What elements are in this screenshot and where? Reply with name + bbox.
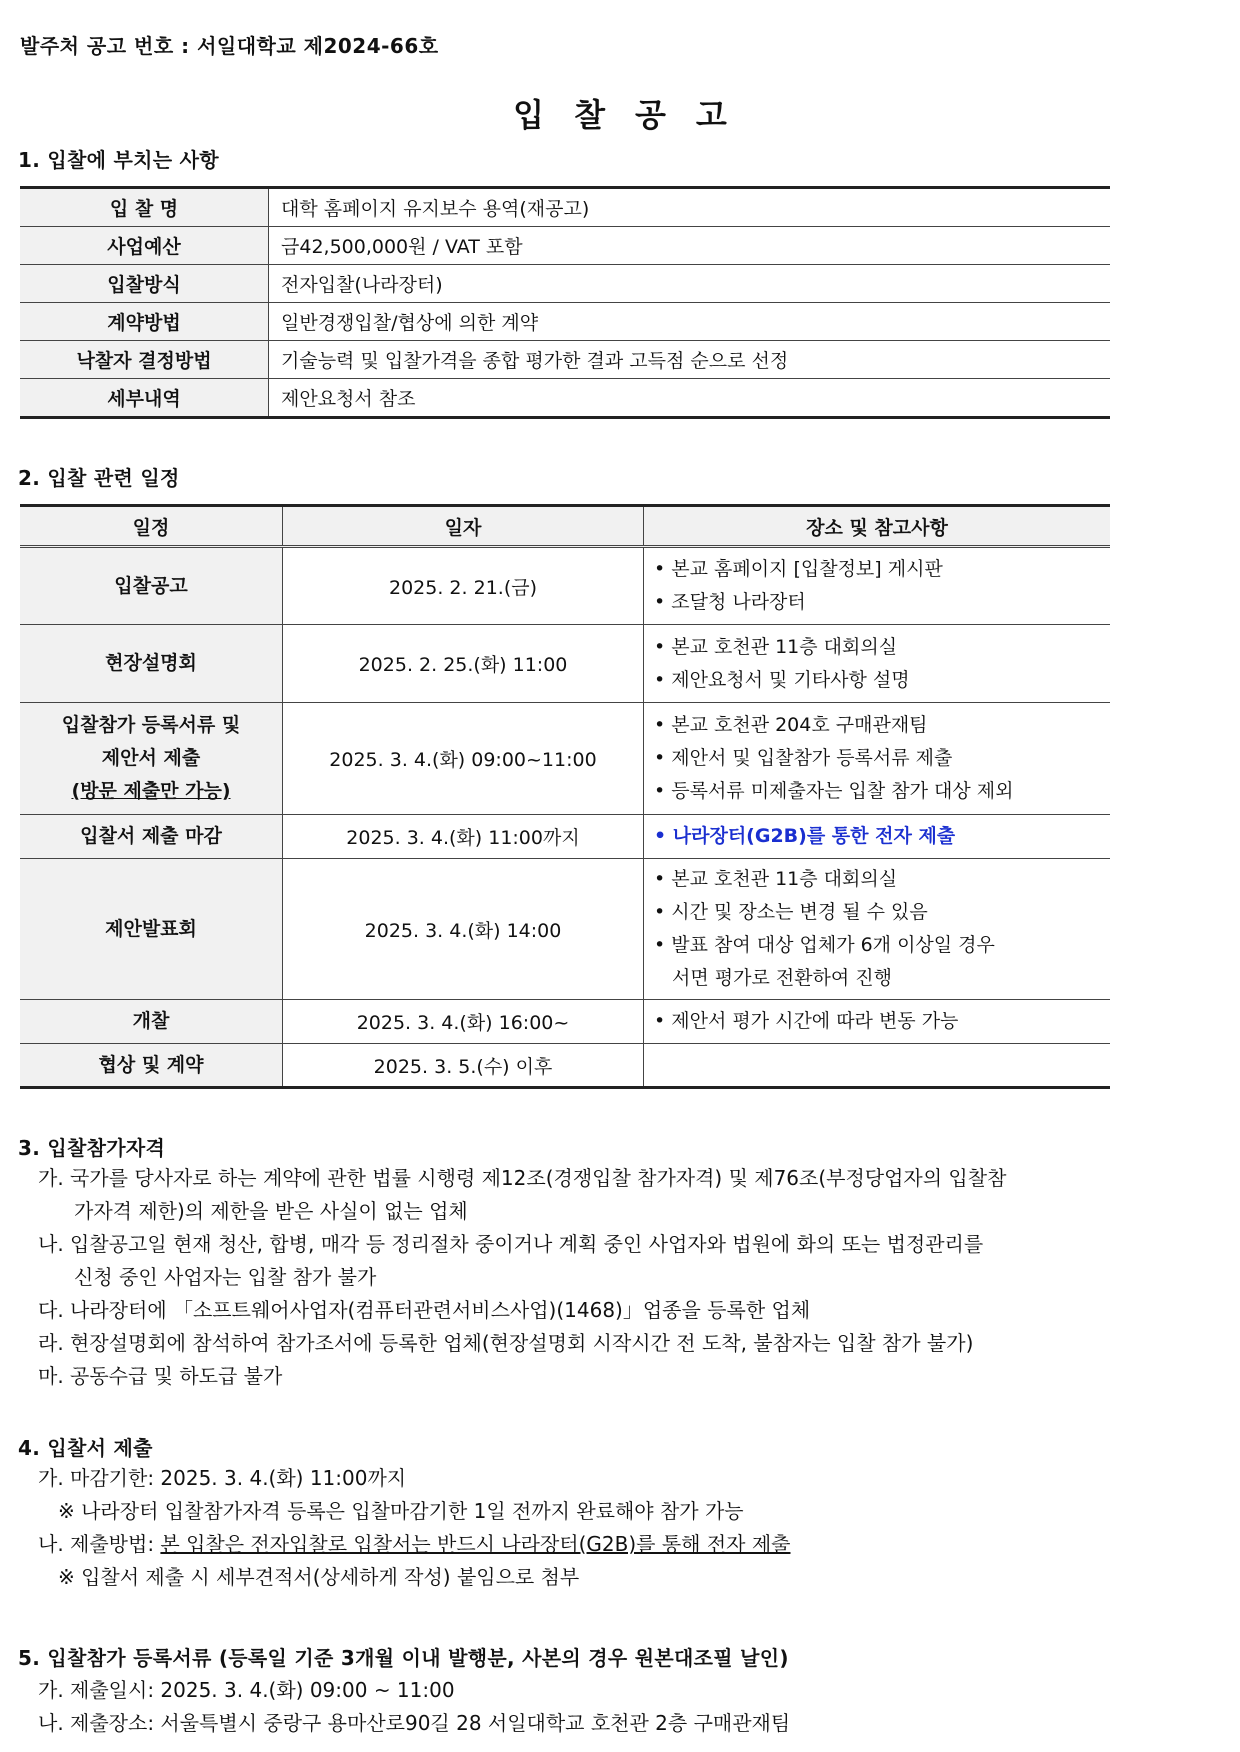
section1-heading: 1. 입찰에 부치는 사항 xyxy=(18,148,219,172)
stage-line: 입찰공고 xyxy=(114,574,188,597)
table-row xyxy=(20,265,1110,303)
schedule-date: 2025. 2. 25.(화) 11:00 xyxy=(283,625,644,703)
list-item: 가. 국가를 당사자로 하는 계약에 관한 법률 시행령 제12조(경쟁입찰 참가자격) 및 제76조(부정당업자의 입찰참 xyxy=(38,1166,1007,1190)
row-value: 기술능력 및 입찰가격을 종합 평가한 결과 고득점 순으로 선정 xyxy=(269,341,1111,379)
page-title: 입찰공고 xyxy=(513,96,757,134)
column-header: 장소 및 참고사항 xyxy=(644,506,1111,547)
note-line: • 본교 홈페이지 [입찰정보] 게시판 xyxy=(654,558,943,580)
submission-details xyxy=(38,1462,1138,1594)
table-row xyxy=(20,547,1110,625)
table-header-row xyxy=(20,506,1110,547)
note-line: • 본교 호천관 11층 대회의실 xyxy=(654,635,898,658)
schedule-notes xyxy=(644,859,1111,1000)
section2-heading: 2. 입찰 관련 일정 xyxy=(18,466,180,490)
schedule-notes xyxy=(644,625,1111,703)
schedule-date: 2025. 2. 21.(금) xyxy=(283,547,644,625)
submission-date-line: 가. 제출일시: 2025. 3. 4.(화) 09:00 ~ 11:00 xyxy=(38,1678,455,1702)
schedule-stage xyxy=(20,703,283,815)
schedule-stage xyxy=(20,625,283,703)
list-item: 나. 입찰공고일 현재 청산, 합병, 매각 등 정리절차 중이거나 계획 중인 사업자와 법원에 화의 또는 법정관리를 xyxy=(38,1232,984,1256)
stage-line: 현장설명회 xyxy=(105,652,197,674)
row-label: 사업예산 xyxy=(20,227,269,265)
stage-line: 입찰서 제출 마감 xyxy=(80,825,222,847)
stage-line: 협상 및 계약 xyxy=(98,1053,204,1076)
announcement-reference: 발주처 공고 번호 : 서일대학교 제2024-66호 xyxy=(20,34,439,58)
table-row xyxy=(20,815,1110,859)
note-line: • 시간 및 장소는 변경 될 수 있음 xyxy=(654,901,928,923)
bid-summary-table xyxy=(20,186,1110,419)
stage-line: 제안서 제출 xyxy=(101,747,201,769)
submission-place-line: 나. 제출장소: 서울특별시 중랑구 용마산로90길 28 서일대학교 호천관 2층 구매관재팀 xyxy=(38,1711,791,1735)
list-item: 다. 나라장터에 「소프트웨어사업자(컴퓨터관련서비스사업)(1468)」업종을 등록한 업체 xyxy=(38,1298,811,1322)
table-row xyxy=(20,703,1110,815)
table-row xyxy=(20,1044,1110,1088)
schedule-notes xyxy=(644,815,1111,859)
note-line-highlight: • 나라장터(G2B)를 통한 전자 제출 xyxy=(654,825,956,847)
table-row xyxy=(20,859,1110,1000)
row-value: 대학 홈페이지 유지보수 용역(재공고) xyxy=(269,188,1111,227)
row-label: 계약방법 xyxy=(20,303,269,341)
schedule-table xyxy=(20,504,1110,1089)
table-row xyxy=(20,227,1110,265)
column-header: 일정 xyxy=(20,506,283,547)
note-line: • 등록서류 미제출자는 입찰 참가 대상 제외 xyxy=(654,780,1014,802)
schedule-stage xyxy=(20,859,283,1000)
schedule-stage xyxy=(20,1000,283,1044)
schedule-notes xyxy=(644,547,1111,625)
section5-heading: 5. 입찰참가 등록서류 (등록일 기준 3개월 이내 발행분, 사본의 경우 원본대조필 날인) xyxy=(18,1646,789,1670)
method-label: 나. 제출방법: xyxy=(38,1532,161,1556)
stage-line: 제안발표회 xyxy=(105,917,197,940)
section4-heading: 4. 입찰서 제출 xyxy=(18,1436,153,1460)
row-value: 일반경쟁입찰/협상에 의한 계약 xyxy=(269,303,1111,341)
method-text: 본 입찰은 전자입찰로 입찰서는 반드시 나라장터(G2B)를 통해 전자 제출 xyxy=(160,1532,791,1556)
table-row xyxy=(20,379,1110,418)
schedule-date: 2025. 3. 4.(화) 11:00까지 xyxy=(283,815,644,859)
schedule-stage xyxy=(20,815,283,859)
deadline-note: ※ 나라장터 입찰참가자격 등록은 입찰마감기한 1일 전까지 완료해야 참가 가능 xyxy=(58,1499,744,1523)
note-line: 서면 평가로 전환하여 진행 xyxy=(672,967,893,989)
deadline-line: 가. 마감기한: 2025. 3. 4.(화) 11:00까지 xyxy=(38,1466,407,1490)
schedule-notes xyxy=(644,1000,1111,1044)
stage-line: 개찰 xyxy=(132,1010,170,1032)
schedule-stage xyxy=(20,547,283,625)
schedule-date: 2025. 3. 4.(화) 16:00~ xyxy=(283,1000,644,1044)
note-line: • 본교 호천관 11층 대회의실 xyxy=(654,868,898,890)
row-label: 입찰방식 xyxy=(20,265,269,303)
list-item: 라. 현장설명회에 참석하여 참가조서에 등록한 업체(현장설명회 시작시간 전 도착, 불참자는 입찰 참가 불가) xyxy=(38,1331,974,1355)
row-value: 금42,500,000원 / VAT 포함 xyxy=(269,227,1111,265)
note-line: • 제안요청서 및 기타사항 설명 xyxy=(654,668,910,691)
table-row xyxy=(20,188,1110,227)
column-header: 일자 xyxy=(283,506,644,547)
registration-details xyxy=(38,1674,1138,1740)
table-row xyxy=(20,341,1110,379)
row-value: 제안요청서 참조 xyxy=(269,379,1111,418)
list-item-continued: 신청 중인 사업자는 입찰 참가 불가 xyxy=(74,1265,377,1289)
note-line: • 발표 참여 대상 업체가 6개 이상일 경우 xyxy=(654,934,995,956)
schedule-notes xyxy=(644,1044,1111,1088)
row-label: 입 찰 명 xyxy=(20,188,269,227)
stage-line: 입찰참가 등록서류 및 xyxy=(61,714,241,736)
table-row xyxy=(20,1000,1110,1044)
note-line: • 제안서 평가 시간에 따라 변동 가능 xyxy=(654,1010,959,1032)
method-line xyxy=(38,1528,1138,1561)
list-item: 마. 공동수급 및 하도급 불가 xyxy=(38,1364,283,1388)
row-label: 세부내역 xyxy=(20,379,269,418)
table-row xyxy=(20,625,1110,703)
qualification-list xyxy=(38,1162,1138,1393)
schedule-date: 2025. 3. 5.(수) 이후 xyxy=(283,1044,644,1088)
note-line: • 제안서 및 입찰참가 등록서류 제출 xyxy=(654,747,953,769)
schedule-notes xyxy=(644,703,1111,815)
method-note: ※ 입찰서 제출 시 세부견적서(상세하게 작성) 붙임으로 첨부 xyxy=(58,1565,580,1589)
schedule-stage xyxy=(20,1044,283,1088)
stage-line: (방문 제출만 가능) xyxy=(71,780,231,802)
schedule-date: 2025. 3. 4.(화) 09:00~11:00 xyxy=(283,703,644,815)
note-line: • 본교 호천관 204호 구매관재팀 xyxy=(654,714,928,736)
section3-heading: 3. 입찰참가자격 xyxy=(18,1136,166,1160)
note-line: • 조달청 나라장터 xyxy=(654,591,806,613)
table-row xyxy=(20,303,1110,341)
list-item-continued: 가자격 제한)의 제한을 받은 사실이 없는 업체 xyxy=(74,1199,468,1223)
row-value: 전자입찰(나라장터) xyxy=(269,265,1111,303)
schedule-date: 2025. 3. 4.(화) 14:00 xyxy=(283,859,644,1000)
row-label: 낙찰자 결정방법 xyxy=(20,341,269,379)
